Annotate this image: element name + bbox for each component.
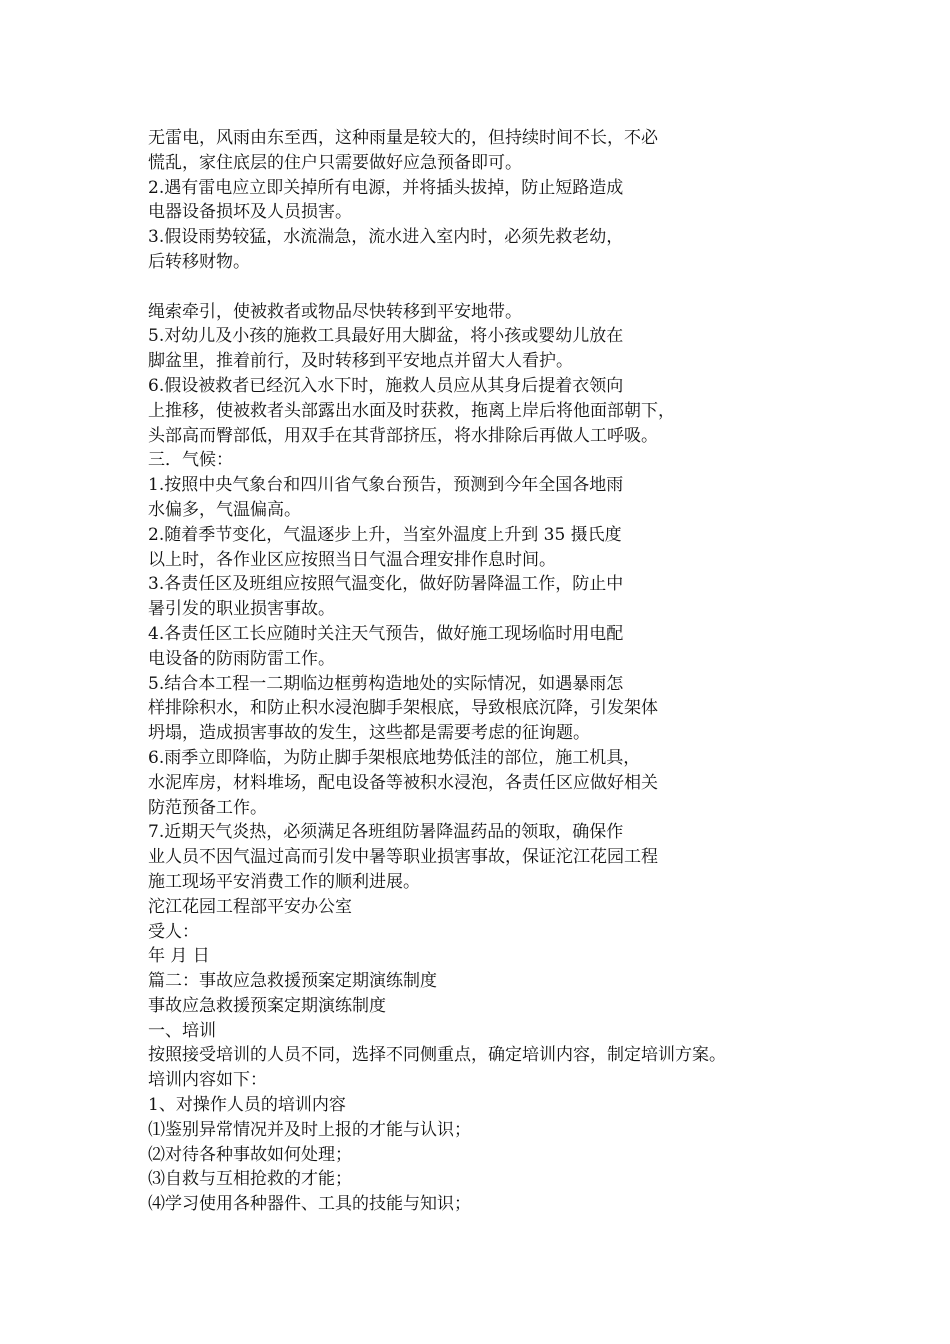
section-heading: 一、培训 xyxy=(148,1020,216,1041)
text-line: 暑引发的职业损害事故。 xyxy=(148,599,335,620)
signature-recipient: 受人： xyxy=(148,921,199,942)
list-item: ⑵对待各种事故如何处理； xyxy=(148,1144,352,1165)
list-item: ⑷学习使用各种器件、工具的技能与知识； xyxy=(148,1194,471,1215)
text-line: 样排除积水，和防止积水浸泡脚手架根底，导致根底沉降，引发架体 xyxy=(148,698,658,719)
text-line: 施工现场平安消费工作的顺利进展。 xyxy=(148,871,420,892)
signature-date: 年 月 日 xyxy=(148,946,210,967)
text-line: 绳索牵引，使被救者或物品尽快转移到平安地带。 xyxy=(148,301,522,322)
text-line: 坍塌，造成损害事故的发生，这些都是需要考虑的征询题。 xyxy=(148,723,590,744)
text-line: 后转移财物。 xyxy=(148,251,250,272)
text-line: 慌乱，家住底层的住户只需要做好应急预备即可。 xyxy=(148,152,522,173)
subsection-heading: 1、对操作人员的培训内容 xyxy=(148,1095,346,1116)
text-line: 防范预备工作。 xyxy=(148,797,267,818)
text-line: 头部高而臀部低，用双手在其背部挤压，将水排除后再做人工呼吸。 xyxy=(148,425,658,446)
text-line: 水泥库房，材料堆场，配电设备等被积水浸泡，各责任区应做好相关 xyxy=(148,772,658,793)
text-line: 5.对幼儿及小孩的施救工具最好用大脚盆，将小孩或婴幼儿放在 xyxy=(148,326,624,347)
chapter-title: 篇二：事故应急救援预案定期演练制度 xyxy=(148,971,437,992)
text-line: 业人员不因气温过高而引发中暑等职业损害事故，保证沱江花园工程 xyxy=(148,847,658,868)
text-line: 以上时，各作业区应按照当日气温合理安排作息时间。 xyxy=(148,549,556,570)
signature-org: 沱江花园工程部平安办公室 xyxy=(148,896,352,917)
text-line: 2.随着季节变化，气温逐步上升，当室外温度上升到 35 摄氏度 xyxy=(148,524,622,545)
text-line: 3.各责任区及班组应按照气温变化，做好防暑降温工作，防止中 xyxy=(148,574,624,595)
text-line: 脚盆里，推着前行，及时转移到平安地点并留大人看护。 xyxy=(148,351,573,372)
section-heading: 三．气候： xyxy=(148,450,233,471)
text-line: 1.按照中央气象台和四川省气象台预告，预测到今年全国各地雨 xyxy=(148,475,624,496)
text-line: 上推移，使被救者头部露出水面及时获救，拖离上岸后将他面部朝下， xyxy=(148,400,675,421)
text-line: 6.假设被救者已经沉入水下时，施救人员应从其身后提着衣领向 xyxy=(148,375,624,396)
text-line: 6.雨季立即降临，为防止脚手架根底地势低洼的部位，施工机具， xyxy=(148,747,641,768)
text-line: 电器设备损坏及人员损害。 xyxy=(148,202,352,223)
text-line: 无雷电，风雨由东至西，这种雨量是较大的，但持续时间不长，不必 xyxy=(148,128,658,148)
text-line: 3.假设雨势较猛，水流湍急，流水进入室内时，必须先救老幼， xyxy=(148,227,624,248)
text-line: 电设备的防雨防雷工作。 xyxy=(148,648,335,669)
text-line: 培训内容如下： xyxy=(148,1070,267,1091)
document-title: 事故应急救援预案定期演练制度 xyxy=(148,995,386,1016)
text-line: 水偏多，气温偏高。 xyxy=(148,499,301,520)
text-line: 4.各责任区工长应随时关注天气预告，做好施工现场临时用电配 xyxy=(148,623,624,644)
text-line: 按照接受培训的人员不同，选择不同侧重点，确定培训内容，制定培训方案。 xyxy=(148,1045,726,1066)
document-body xyxy=(148,126,848,1217)
blank-line xyxy=(148,275,848,300)
list-item: ⑶自救与互相抢救的才能； xyxy=(148,1169,352,1190)
list-item: ⑴鉴别异常情况并及时上报的才能与认识； xyxy=(148,1119,471,1140)
text-line: 2.遇有雷电应立即关掉所有电源，并将插头拔掉，防止短路造成 xyxy=(148,177,624,198)
text-line: 5.结合本工程一二期临边框剪构造地处的实际情况，如遇暴雨怎 xyxy=(148,673,624,694)
text-line: 7.近期天气炎热，必须满足各班组防暑降温药品的领取，确保作 xyxy=(148,822,624,843)
